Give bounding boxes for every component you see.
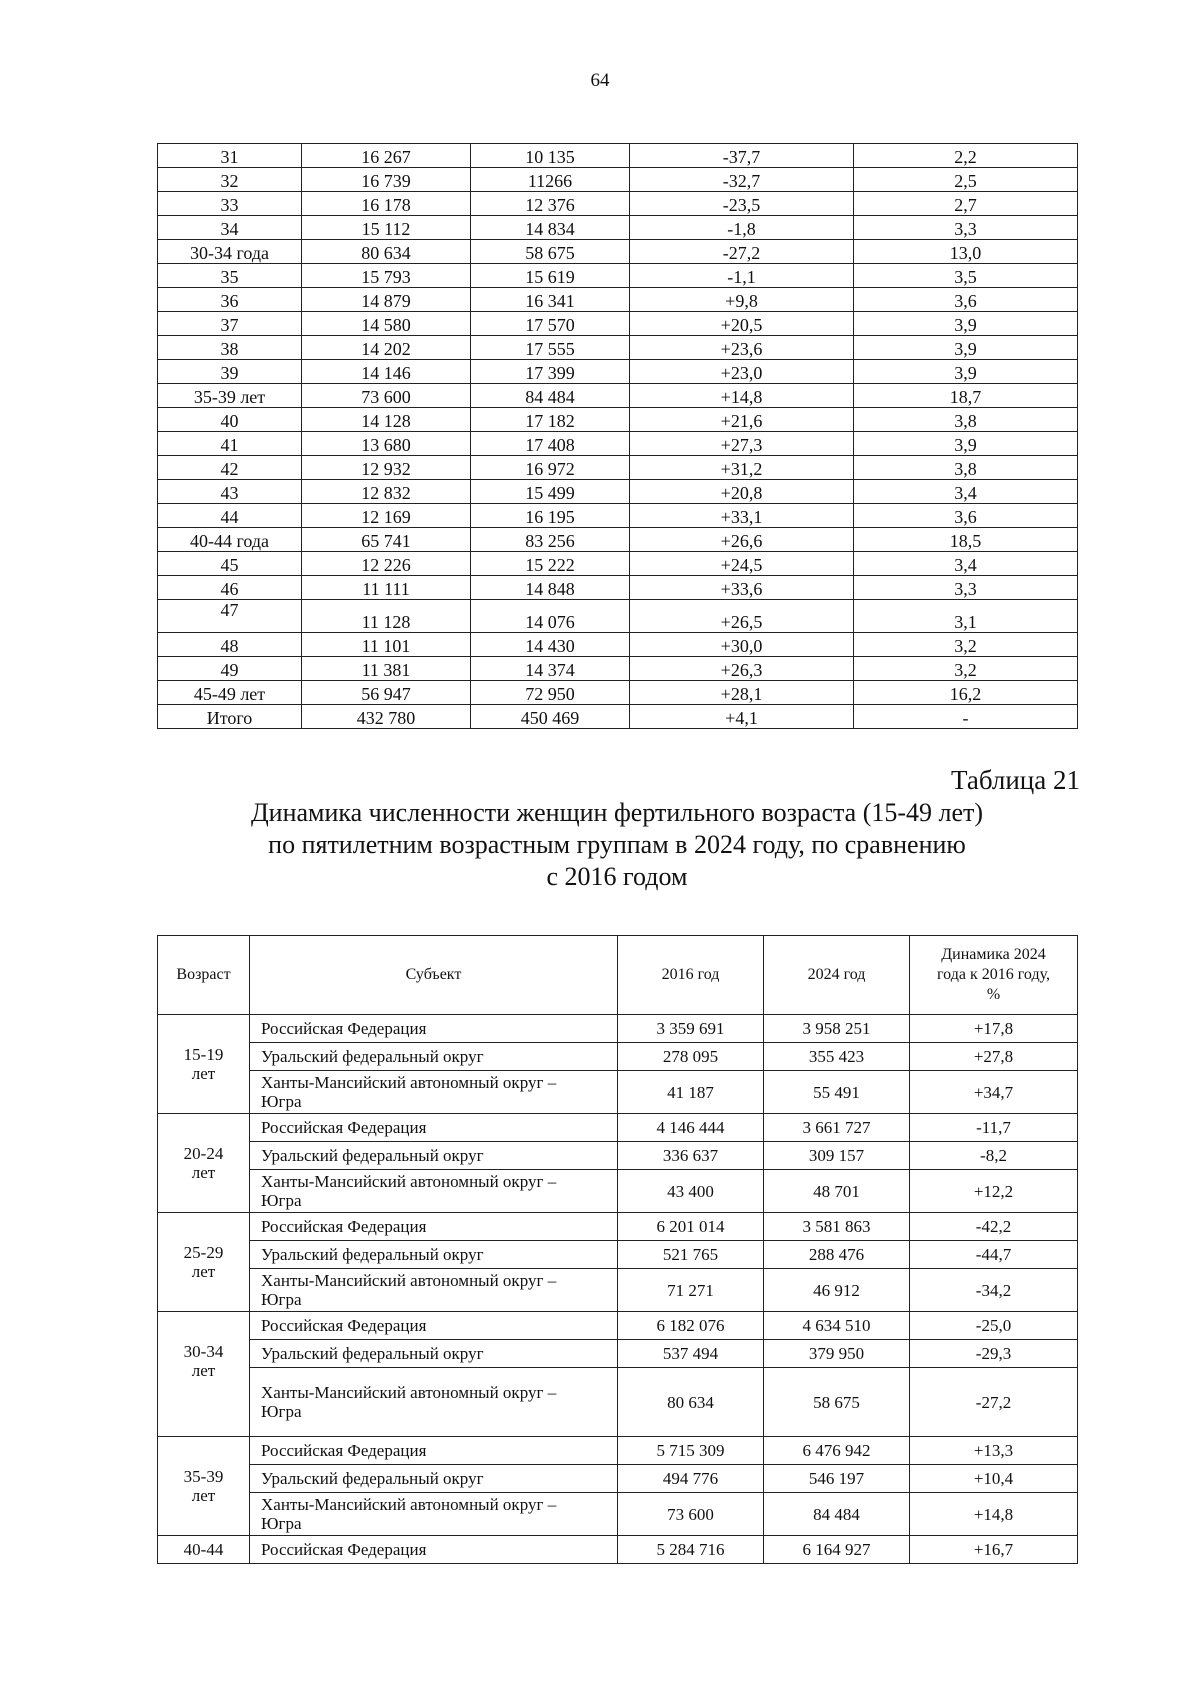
table-cell: 15 499 <box>471 480 630 504</box>
table-cell: 11 111 <box>302 576 471 600</box>
table-title-line: Динамика численности женщин фертильного возраста (15-49 лет) <box>250 798 984 827</box>
table-cell: 31 <box>158 144 302 168</box>
subject-line: Югра <box>261 1290 302 1309</box>
subject-cell <box>250 1170 618 1213</box>
value-2016-cell: 3 359 691 <box>618 1015 764 1043</box>
table-cell: +24,5 <box>630 552 854 576</box>
table-cell: 14 430 <box>471 633 630 657</box>
table-row <box>158 1437 1078 1465</box>
age-group-cell <box>158 1536 250 1564</box>
table-cell: +26,5 <box>630 600 854 633</box>
value-2016-cell: 5 284 716 <box>618 1536 764 1564</box>
age-group-cell <box>158 1213 250 1312</box>
table-cell: 2,7 <box>854 192 1078 216</box>
table-cell: 35-39 лет <box>158 384 302 408</box>
page-number: 64 <box>590 70 610 91</box>
dynamics-cell: +16,7 <box>910 1536 1078 1564</box>
table-cell: Итого <box>158 705 302 729</box>
value-2024-cell: 3 661 727 <box>764 1114 910 1142</box>
table-row <box>158 528 1078 552</box>
table-cell: 14 146 <box>302 360 471 384</box>
table-cell: 3,8 <box>854 456 1078 480</box>
age-table-continuation <box>157 143 1078 729</box>
table-cell: 33 <box>158 192 302 216</box>
dynamics-cell: +17,8 <box>910 1015 1078 1043</box>
value-2016-cell: 41 187 <box>618 1071 764 1114</box>
table-cell: 2,2 <box>854 144 1078 168</box>
table-cell: 15 112 <box>302 216 471 240</box>
value-2024-cell: 6 164 927 <box>764 1536 910 1564</box>
table-label: Таблица 21 <box>951 765 1080 795</box>
subject-line: Ханты-Мансийский автономный округ – <box>261 1073 557 1092</box>
table-row <box>158 264 1078 288</box>
value-2024-cell: 355 423 <box>764 1043 910 1071</box>
table-cell: 10 135 <box>471 144 630 168</box>
value-2016-cell: 6 201 014 <box>618 1213 764 1241</box>
dynamics-cell: +10,4 <box>910 1465 1078 1493</box>
table-cell: +33,1 <box>630 504 854 528</box>
table-row <box>158 1170 1078 1213</box>
value-2024-cell: 84 484 <box>764 1493 910 1536</box>
subject-cell: Российская Федерация <box>250 1015 618 1043</box>
table-cell: +9,8 <box>630 288 854 312</box>
table-cell: 11 128 <box>302 600 471 633</box>
table-cell: 3,9 <box>854 360 1078 384</box>
value-2024-cell: 48 701 <box>764 1170 910 1213</box>
dynamics-cell: +13,3 <box>910 1437 1078 1465</box>
table-cell: 3,3 <box>854 576 1078 600</box>
table-cell: 43 <box>158 480 302 504</box>
dynamics-cell: -11,7 <box>910 1114 1078 1142</box>
table-cell: -27,2 <box>630 240 854 264</box>
subject-cell: Уральский федеральный округ <box>250 1241 618 1269</box>
table-cell: 16 972 <box>471 456 630 480</box>
age-group-unit: лет <box>191 1064 216 1083</box>
table-cell: 18,5 <box>854 528 1078 552</box>
age-group-range: 40-44 <box>183 1540 224 1559</box>
table-cell: 16 341 <box>471 288 630 312</box>
table-cell: 17 399 <box>471 360 630 384</box>
header-dynamics <box>910 936 1078 1015</box>
table-cell: 32 <box>158 168 302 192</box>
table-cell: -1,8 <box>630 216 854 240</box>
table-row <box>158 1241 1078 1269</box>
table-cell: +20,8 <box>630 480 854 504</box>
table-cell: 42 <box>158 456 302 480</box>
age-group-unit: лет <box>191 1163 216 1182</box>
dynamics-cell: -34,2 <box>910 1269 1078 1312</box>
table-cell: 65 741 <box>302 528 471 552</box>
table-cell: 3,8 <box>854 408 1078 432</box>
subject-cell <box>250 1269 618 1312</box>
table-row <box>158 312 1078 336</box>
table-cell: 15 793 <box>302 264 471 288</box>
value-2024-cell: 46 912 <box>764 1269 910 1312</box>
table-cell: 13,0 <box>854 240 1078 264</box>
table-cell: 39 <box>158 360 302 384</box>
age-group-unit: лет <box>191 1486 216 1505</box>
table-cell: 16,2 <box>854 681 1078 705</box>
table-cell: 3,4 <box>854 480 1078 504</box>
value-2024-cell: 58 675 <box>764 1368 910 1437</box>
table-row <box>158 216 1078 240</box>
age-group-cell <box>158 1437 250 1536</box>
age-group-cell <box>158 1312 250 1437</box>
dynamics-cell: -8,2 <box>910 1142 1078 1170</box>
table-cell: 15 222 <box>471 552 630 576</box>
table-cell: 14 580 <box>302 312 471 336</box>
value-2024-cell: 3 581 863 <box>764 1213 910 1241</box>
table-row <box>158 1368 1078 1437</box>
table-cell: 11266 <box>471 168 630 192</box>
table-cell: 73 600 <box>302 384 471 408</box>
value-2016-cell: 336 637 <box>618 1142 764 1170</box>
table-cell: 47 <box>158 600 302 633</box>
table-cell: 3,2 <box>854 657 1078 681</box>
table-cell: 17 570 <box>471 312 630 336</box>
subject-line: Югра <box>261 1092 302 1111</box>
header-2024: 2024 год <box>764 936 910 1015</box>
table-cell: 11 381 <box>302 657 471 681</box>
table-row <box>158 633 1078 657</box>
table-cell: +23,0 <box>630 360 854 384</box>
table-title <box>157 797 1077 893</box>
header-dynamics-line: года к 2016 году, <box>937 966 1050 983</box>
table-cell: 3,1 <box>854 600 1078 633</box>
table-cell: 16 178 <box>302 192 471 216</box>
age-group-unit: лет <box>191 1262 216 1281</box>
table-row <box>158 705 1078 729</box>
table-cell: 35 <box>158 264 302 288</box>
table-cell: -32,7 <box>630 168 854 192</box>
subject-cell: Российская Федерация <box>250 1213 618 1241</box>
table-cell: 56 947 <box>302 681 471 705</box>
header-dynamics-line: % <box>986 986 1001 1003</box>
table-row <box>158 1142 1078 1170</box>
table-row <box>158 657 1078 681</box>
dynamics-cell: -29,3 <box>910 1340 1078 1368</box>
table-cell: 3,2 <box>854 633 1078 657</box>
value-2016-cell: 43 400 <box>618 1170 764 1213</box>
table-cell: +23,6 <box>630 336 854 360</box>
subject-cell <box>250 1368 618 1437</box>
table-cell: 38 <box>158 336 302 360</box>
dynamics-cell: -44,7 <box>910 1241 1078 1269</box>
table-cell: +30,0 <box>630 633 854 657</box>
value-2016-cell: 71 271 <box>618 1269 764 1312</box>
table-row <box>158 1213 1078 1241</box>
header-2016: 2016 год <box>618 936 764 1015</box>
subject-line: Югра <box>261 1191 302 1210</box>
table-cell: 3,9 <box>854 312 1078 336</box>
subject-cell: Российская Федерация <box>250 1437 618 1465</box>
value-2016-cell: 6 182 076 <box>618 1312 764 1340</box>
table-cell: 3,5 <box>854 264 1078 288</box>
value-2016-cell: 521 765 <box>618 1241 764 1269</box>
table-row <box>158 192 1078 216</box>
table-cell: +28,1 <box>630 681 854 705</box>
value-2016-cell: 4 146 444 <box>618 1114 764 1142</box>
value-2016-cell: 494 776 <box>618 1465 764 1493</box>
table-cell: 48 <box>158 633 302 657</box>
table-row <box>158 504 1078 528</box>
value-2024-cell: 6 476 942 <box>764 1437 910 1465</box>
age-group-cell <box>158 1015 250 1114</box>
dynamics-cell: -42,2 <box>910 1213 1078 1241</box>
value-2016-cell: 537 494 <box>618 1340 764 1368</box>
subject-cell <box>250 1071 618 1114</box>
table-title-line: с 2016 годом <box>546 862 688 891</box>
value-2024-cell: 4 634 510 <box>764 1312 910 1340</box>
age-group-range: 30-34 <box>183 1342 224 1361</box>
table-cell: +20,5 <box>630 312 854 336</box>
table-cell: 14 848 <box>471 576 630 600</box>
table-row <box>158 1465 1078 1493</box>
value-2016-cell: 278 095 <box>618 1043 764 1071</box>
table-cell: 12 226 <box>302 552 471 576</box>
table-cell: +33,6 <box>630 576 854 600</box>
table-cell: +31,2 <box>630 456 854 480</box>
subject-line: Югра <box>261 1514 302 1533</box>
subject-line: Ханты-Мансийский автономный округ – <box>261 1172 557 1191</box>
table-cell: 18,7 <box>854 384 1078 408</box>
subject-cell: Российская Федерация <box>250 1536 618 1564</box>
table-cell: 16 267 <box>302 144 471 168</box>
table-21 <box>157 935 1078 1564</box>
value-2024-cell: 546 197 <box>764 1465 910 1493</box>
table-cell: 13 680 <box>302 432 471 456</box>
table-cell: 40 <box>158 408 302 432</box>
table-cell: 80 634 <box>302 240 471 264</box>
table-cell: 72 950 <box>471 681 630 705</box>
table-row <box>158 480 1078 504</box>
age-group-range: 25-29 <box>183 1243 224 1262</box>
table-cell: +27,3 <box>630 432 854 456</box>
value-2024-cell: 309 157 <box>764 1142 910 1170</box>
table-cell: 40-44 года <box>158 528 302 552</box>
table-cell: 44 <box>158 504 302 528</box>
table-row <box>158 600 1078 633</box>
table-cell: 450 469 <box>471 705 630 729</box>
header-dynamics-line: Динамика 2024 <box>941 946 1046 963</box>
subject-cell: Российская Федерация <box>250 1114 618 1142</box>
table-row <box>158 1340 1078 1368</box>
table-cell: 3,6 <box>854 504 1078 528</box>
table-cell: 14 374 <box>471 657 630 681</box>
dynamics-cell: -25,0 <box>910 1312 1078 1340</box>
table-cell: 12 169 <box>302 504 471 528</box>
table-cell: 36 <box>158 288 302 312</box>
table-row <box>158 336 1078 360</box>
subject-line: Ханты-Мансийский автономный округ – <box>261 1271 557 1290</box>
table-row <box>158 240 1078 264</box>
table-row <box>158 168 1078 192</box>
age-group-range: 15-19 <box>183 1045 224 1064</box>
subject-line: Ханты-Мансийский автономный округ – <box>261 1495 557 1514</box>
table-row <box>158 1114 1078 1142</box>
table-row <box>158 408 1078 432</box>
table-cell: 34 <box>158 216 302 240</box>
table-cell: 45-49 лет <box>158 681 302 705</box>
table-cell: -37,7 <box>630 144 854 168</box>
table-row <box>158 384 1078 408</box>
subject-cell: Уральский федеральный округ <box>250 1465 618 1493</box>
age-group-range: 20-24 <box>183 1144 224 1163</box>
table-row <box>158 1269 1078 1312</box>
table-cell: 84 484 <box>471 384 630 408</box>
table-cell: 16 739 <box>302 168 471 192</box>
header-subject: Субъект <box>250 936 618 1015</box>
table-row <box>158 1015 1078 1043</box>
table-cell: -23,5 <box>630 192 854 216</box>
value-2016-cell: 5 715 309 <box>618 1437 764 1465</box>
table-cell: 15 619 <box>471 264 630 288</box>
subject-cell: Уральский федеральный округ <box>250 1142 618 1170</box>
table-title-line: по пятилетним возрастным группам в 2024 году, по сравнению <box>268 830 966 859</box>
table-cell: +26,6 <box>630 528 854 552</box>
table-cell: - <box>854 705 1078 729</box>
table-cell: 3,4 <box>854 552 1078 576</box>
table-cell: 37 <box>158 312 302 336</box>
table-cell: 46 <box>158 576 302 600</box>
subject-cell: Уральский федеральный округ <box>250 1340 618 1368</box>
table-cell: 3,9 <box>854 432 1078 456</box>
table-row <box>158 1071 1078 1114</box>
table-cell: 14 202 <box>302 336 471 360</box>
value-2024-cell: 379 950 <box>764 1340 910 1368</box>
table-cell: 17 182 <box>471 408 630 432</box>
age-group-cell <box>158 1114 250 1213</box>
table-row <box>158 360 1078 384</box>
dynamics-cell: -27,2 <box>910 1368 1078 1437</box>
value-2024-cell: 288 476 <box>764 1241 910 1269</box>
table-row <box>158 288 1078 312</box>
table-cell: 3,6 <box>854 288 1078 312</box>
table-cell: +14,8 <box>630 384 854 408</box>
table-cell: 45 <box>158 552 302 576</box>
subject-line: Югра <box>261 1402 302 1421</box>
age-group-unit: лет <box>191 1361 216 1380</box>
table-cell: 2,5 <box>854 168 1078 192</box>
table-cell: -1,1 <box>630 264 854 288</box>
table-cell: 432 780 <box>302 705 471 729</box>
table-cell: +4,1 <box>630 705 854 729</box>
table-row <box>158 681 1078 705</box>
dynamics-cell: +34,7 <box>910 1071 1078 1114</box>
table-cell: 49 <box>158 657 302 681</box>
table-cell: 30-34 года <box>158 240 302 264</box>
table-cell: +21,6 <box>630 408 854 432</box>
table-row <box>158 432 1078 456</box>
table-row <box>158 552 1078 576</box>
table-header-row <box>158 936 1078 1015</box>
header-age: Возраст <box>158 936 250 1015</box>
subject-cell: Уральский федеральный округ <box>250 1043 618 1071</box>
table-cell: 16 195 <box>471 504 630 528</box>
table-row <box>158 1312 1078 1340</box>
subject-line: Ханты-Мансийский автономный округ – <box>261 1383 557 1402</box>
table-cell: 3,9 <box>854 336 1078 360</box>
subject-cell: Российская Федерация <box>250 1312 618 1340</box>
table-cell: 12 932 <box>302 456 471 480</box>
table-cell: 12 832 <box>302 480 471 504</box>
value-2024-cell: 55 491 <box>764 1071 910 1114</box>
value-2024-cell: 3 958 251 <box>764 1015 910 1043</box>
dynamics-cell: +12,2 <box>910 1170 1078 1213</box>
dynamics-cell: +27,8 <box>910 1043 1078 1071</box>
table-cell: +26,3 <box>630 657 854 681</box>
table-row <box>158 144 1078 168</box>
table-row <box>158 1536 1078 1564</box>
table-cell: 83 256 <box>471 528 630 552</box>
table-row <box>158 1043 1078 1071</box>
table-cell: 3,3 <box>854 216 1078 240</box>
table-cell: 12 376 <box>471 192 630 216</box>
subject-cell <box>250 1493 618 1536</box>
table-cell: 17 408 <box>471 432 630 456</box>
table-row <box>158 1493 1078 1536</box>
table-cell: 14 076 <box>471 600 630 633</box>
value-2016-cell: 80 634 <box>618 1368 764 1437</box>
table-cell: 41 <box>158 432 302 456</box>
table-cell: 58 675 <box>471 240 630 264</box>
table-cell: 14 834 <box>471 216 630 240</box>
table-cell: 17 555 <box>471 336 630 360</box>
table-cell: 14 128 <box>302 408 471 432</box>
table-cell: 11 101 <box>302 633 471 657</box>
table-cell: 14 879 <box>302 288 471 312</box>
value-2016-cell: 73 600 <box>618 1493 764 1536</box>
age-group-range: 35-39 <box>183 1467 224 1486</box>
table-row <box>158 576 1078 600</box>
dynamics-cell: +14,8 <box>910 1493 1078 1536</box>
table-row <box>158 456 1078 480</box>
